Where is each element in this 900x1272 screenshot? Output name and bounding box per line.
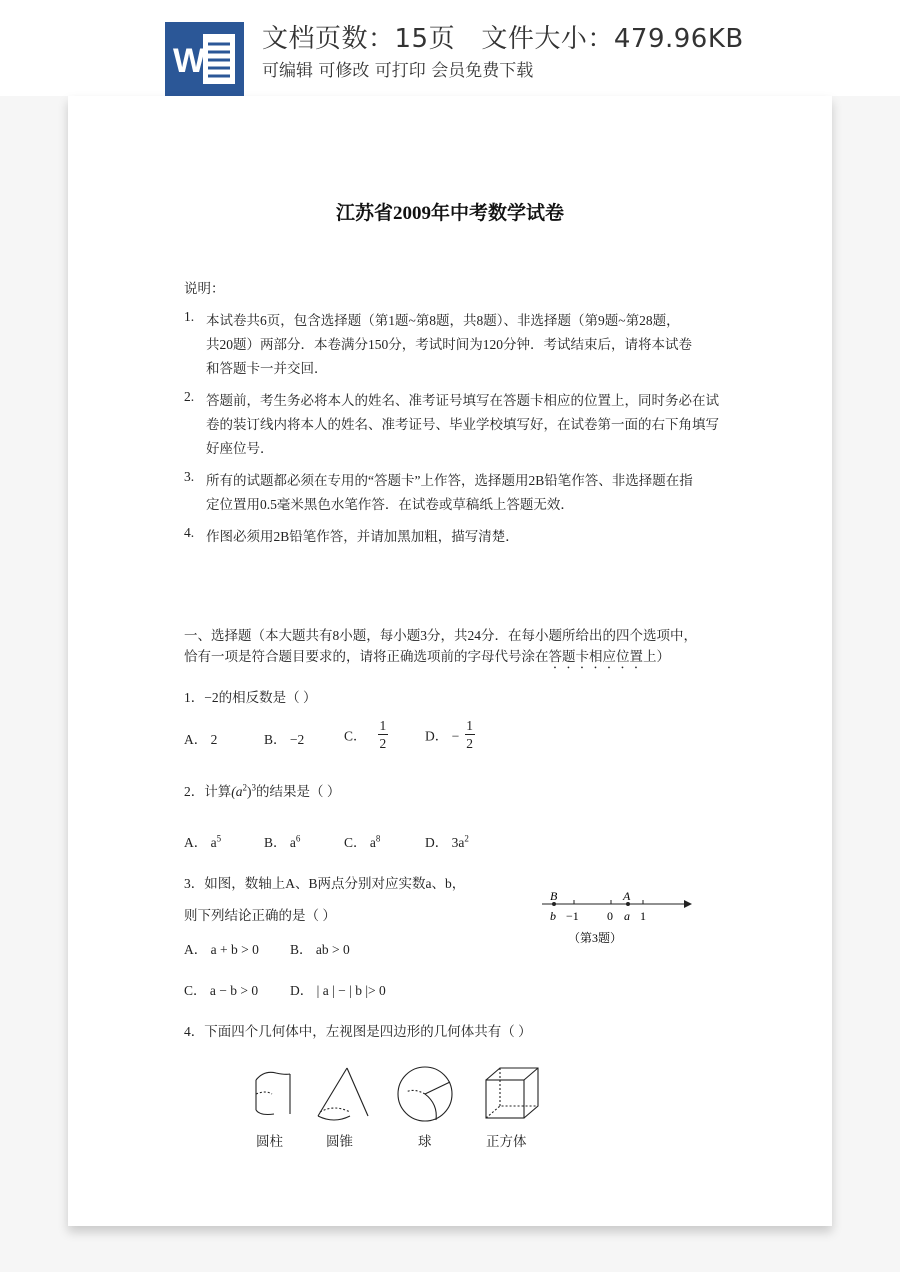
arrow-right-icon — [684, 900, 692, 908]
q2-option-a: A． $a^5$ — [184, 833, 222, 850]
shape-label-cube: 正方体 — [486, 1134, 527, 1149]
figure-caption: （第3题） — [568, 931, 623, 945]
section-heading-cont: 恰有一项是符合题目要求的，请将正确选项前的字母代号涂在答题卡相应位置上） — [184, 649, 670, 664]
document-features: 可编辑 可修改 可打印 会员免费下载 — [262, 61, 534, 81]
note-number: 3. — [184, 469, 195, 484]
note-number: 2. — [184, 389, 195, 404]
note-number: 4. — [184, 525, 195, 540]
sphere-icon — [398, 1067, 452, 1121]
number-line-figure — [534, 886, 694, 946]
label-zero: 0 — [607, 909, 613, 923]
note-line: 共20题）两部分．本卷满分150分，考试时间为120分钟．考试结束后，请将本试卷 — [206, 337, 692, 352]
question-3-stem-cont: 则下列结论正确的是（ ） — [184, 908, 336, 923]
q1-option-a: A． 2 — [184, 732, 218, 747]
q3-option-a: A． a + b > 0 — [184, 942, 259, 957]
notes-heading: 说明： — [184, 281, 225, 296]
label-lower-a: a — [624, 909, 630, 923]
note-line: 所有的试题都必须在专用的“答题卡”上作答，选择题用2B铅笔作答、非选择题在指 — [206, 473, 693, 488]
note-line: 作图必须用2B铅笔作答，并请加黑加粗，描写清楚． — [206, 529, 519, 544]
section-heading: 一、选择题（本大题共有8小题，每小题3分，共24分．在每小题所给出的四个选项中， — [184, 628, 697, 643]
note-number: 1. — [184, 309, 195, 324]
q2-option-c: C． $a^8$ — [344, 833, 381, 850]
label-upper-a: A — [623, 889, 631, 903]
shape-label-sphere: 球 — [418, 1134, 432, 1149]
question-2-stem: 2．计算$(a^2)^3$的结果是（ ） — [184, 782, 341, 799]
q3-option-b: B． ab > 0 — [290, 942, 350, 957]
label-upper-b: B — [550, 889, 558, 903]
document-info: 文档页数：15页 文件大小：479.96KB — [262, 24, 744, 54]
note-line: 卷的装订线内将本人的姓名、准考证号、毕业学校填写好，在试卷第一面的右下角填写 — [206, 417, 719, 432]
label-minus-one: −1 — [566, 909, 579, 923]
question-1-stem: 1．−2的相反数是（ ） — [184, 690, 317, 705]
emphasized-text: 答题卡相应位置 — [548, 649, 643, 664]
q1-option-b: B． −2 — [264, 732, 305, 747]
shape-label-cone: 圆锥 — [326, 1134, 353, 1149]
solids-figure — [238, 1064, 558, 1124]
cone-icon — [318, 1068, 368, 1120]
note-line: 定位置用0.5毫米黑色水笔作答．在试卷或草稿纸上答题无效． — [206, 497, 574, 512]
note-line: 答题前，考生务必将本人的姓名、准考证号填写在答题卡相应的位置上，同时务必在试 — [206, 393, 719, 408]
label-lower-b: b — [550, 909, 556, 923]
q2-option-d: D． $3a^2$ — [425, 833, 469, 850]
question-4-stem: 4．下面四个几何体中，左视图是四边形的几何体共有（ ） — [184, 1024, 532, 1039]
page-title: 江苏省2009年中考数学试卷 — [335, 203, 564, 224]
exam-page — [68, 96, 832, 1226]
q2-option-b: B． $a^6$ — [264, 833, 301, 850]
q1-option-d: D． − $\frac{1}{2}$ — [425, 718, 473, 751]
shape-label-cylinder: 圆柱 — [256, 1134, 283, 1149]
q1-option-c: C． $\frac{1}{2}$ — [344, 718, 387, 751]
word-document-icon — [165, 22, 244, 96]
q3-option-c: C． a − b > 0 — [184, 983, 259, 998]
word-icon-letter: W — [173, 42, 206, 80]
q3-option-d: D． | a | − | b |> 0 — [290, 983, 386, 998]
note-line: 本试卷共6页，包含选择题（第1题~第8题，共8题）、非选择题（第9题~第28题， — [206, 313, 680, 328]
download-banner — [0, 0, 900, 96]
question-3-stem: 3．如图，数轴上A、B两点分别对应实数a、b， — [184, 876, 466, 891]
note-line: 好座位号． — [206, 441, 274, 456]
note-line: 和答题卡一并交回． — [206, 361, 328, 376]
cylinder-icon — [256, 1072, 290, 1114]
label-one: 1 — [640, 909, 646, 923]
cube-icon — [486, 1068, 538, 1118]
